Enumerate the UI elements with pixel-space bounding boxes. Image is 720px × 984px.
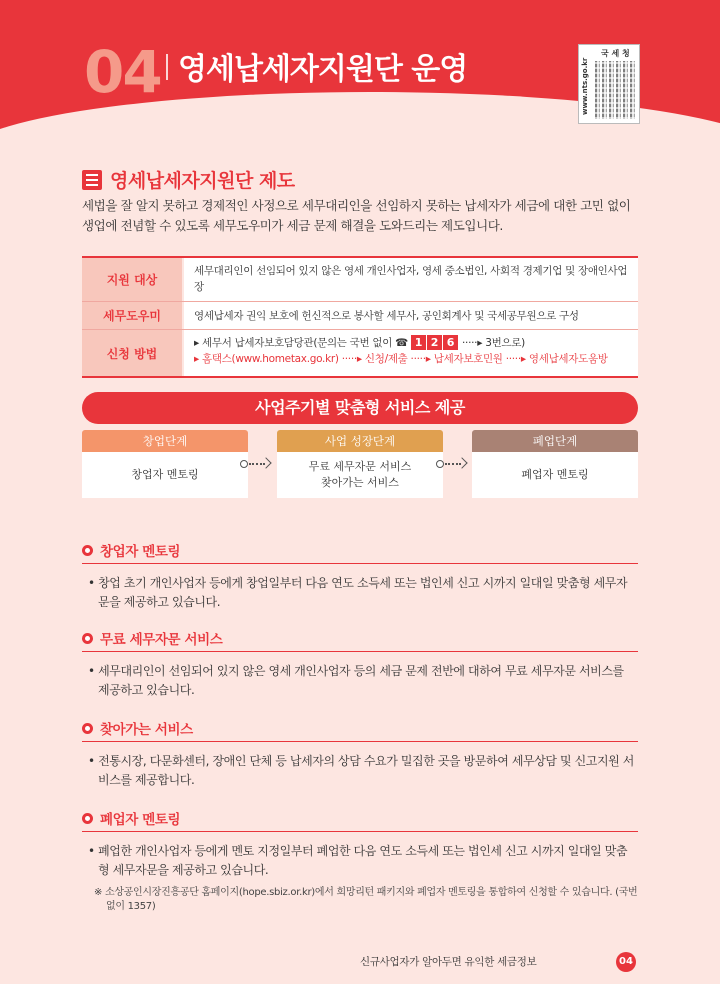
row-body — [184, 330, 638, 376]
stage-item: 무료 세무자문 서비스 — [308, 460, 412, 473]
row-head: 신청 방법 — [82, 330, 184, 376]
table-row — [82, 302, 638, 330]
chapter-header — [0, 0, 720, 132]
info-table — [82, 256, 638, 378]
subsection-head — [82, 718, 638, 742]
stage-item: 찾아가는 서비스 — [321, 476, 399, 489]
subsection-title: 창업자 멘토링 — [100, 544, 181, 560]
subsection-head — [82, 540, 638, 564]
subsection-startup-mentoring — [82, 540, 638, 612]
subsection-title: 찾아가는 서비스 — [100, 722, 193, 738]
service-banner: 사업주기별 맞춤형 서비스 제공 — [82, 392, 638, 424]
footer-text: 신규사업자가 알아두면 유익한 세금정보 — [360, 956, 537, 968]
row-head: 세무도우미 — [82, 302, 184, 329]
apply-line-2[interactable]: ▸ 홈택스(www.hometax.go.kr) ·····▸ 신청/제출 ·····▸ 납세자보호민원 ·····▸ 영세납세자도움방 — [194, 353, 608, 365]
subsection-text: • 세무대리인이 선임되어 있지 않은 영세 개인사업자 등의 세금 문제 전반에 대하여 무료 세무자문 서비스를 제공하고 있습니다. — [82, 662, 638, 700]
subsection-free-consulting — [82, 628, 638, 700]
subsection-head — [82, 808, 638, 832]
bullet-icon — [82, 545, 93, 556]
apply-line-1-suffix: ·····▸ 3번으로) — [462, 337, 525, 349]
table-row — [82, 330, 638, 376]
chapter-number: 04 — [84, 38, 161, 106]
stage-head: 사업 성장단계 — [277, 430, 443, 452]
subsection-closure-mentoring — [82, 808, 638, 914]
page-number: 04 — [616, 952, 636, 972]
stage-item: 창업자 멘토링 — [131, 468, 199, 481]
stage-closure — [472, 430, 638, 498]
row-body: 영세납세자 권익 보호에 헌신적으로 봉사할 세무사, 공인회계사 및 국세공무원으로 구성 — [184, 302, 638, 329]
subsection-visiting-service — [82, 718, 638, 790]
phone-digit: 2 — [427, 335, 442, 350]
bullet-icon — [82, 723, 93, 734]
flow-arrow-icon — [240, 458, 272, 470]
row-body: 세무대리인이 선임되어 있지 않은 영세 개인사업자, 영세 중소법인, 사회적 경제기업 및 장애인사업장 — [184, 258, 638, 301]
chapter-title: 영세납세자지원단 운영 — [178, 52, 468, 87]
bullet-icon — [82, 813, 93, 824]
subsection-text: • 전통시장, 다문화센터, 장애인 단체 등 납세자의 상담 수요가 밀집한 곳을 방문하여 세무상담 및 신고지원 서비스를 제공합니다. — [82, 752, 638, 790]
chapter-divider — [166, 54, 168, 80]
subsection-text: • 폐업한 개인사업자 등에게 멘토 지정일부터 폐업한 다음 연도 소득세 또는 법인세 신고 시까지 일대일 맞춤형 세무자문을 제공하고 있습니다. — [82, 842, 638, 880]
qr-code-icon — [595, 61, 637, 119]
table-row — [82, 258, 638, 302]
subsection-title: 폐업자 멘토링 — [100, 812, 181, 828]
subsection-text: • 창업 초기 개인사업자 등에게 창업일부터 다음 연도 소득세 또는 법인세 신고 시까지 일대일 맞춤형 세무자문을 제공하고 있습니다. — [82, 574, 638, 612]
stage-head: 창업단계 — [82, 430, 248, 452]
flow-arrow-icon — [436, 458, 468, 470]
stage-head: 폐업단계 — [472, 430, 638, 452]
document-icon — [82, 170, 102, 190]
apply-line-1-prefix: ▸ 세무서 납세자보호담당관(문의는 국번 없이 ☎ — [194, 337, 408, 349]
qr-side-text: www.nts.go.kr — [581, 57, 589, 115]
section-title: 영세납세자지원단 제도 — [110, 170, 295, 192]
stage-body — [82, 452, 248, 498]
phone-digit: 1 — [411, 335, 426, 350]
phone-digit: 6 — [443, 335, 458, 350]
stage-body — [277, 452, 443, 498]
stage-item: 폐업자 멘토링 — [521, 468, 589, 481]
apply-line-1 — [194, 335, 628, 351]
stage-startup — [82, 430, 248, 498]
section-heading — [82, 166, 295, 193]
subsection-note: ※ 소상공인시장진흥공단 홈페이지(hope.sbiz.or.kr)에서 희망리턴 패키지와 폐업자 멘토링을 통합하여 신청할 수 있습니다. (국번 없이 1357) — [94, 887, 638, 912]
stage-growth — [277, 430, 443, 498]
qr-code-box[interactable] — [578, 44, 640, 124]
stage-body — [472, 452, 638, 498]
row-head: 지원 대상 — [82, 258, 184, 301]
bullet-icon — [82, 633, 93, 644]
section-intro: 세법을 잘 알지 못하고 경제적인 사정으로 세무대리인을 선임하지 못하는 납세자가 세금에 대한 고민 없이 생업에 전념할 수 있도록 세무도우미가 세금 문제 해결을 도와드리는 제도입니다. — [82, 198, 631, 233]
qr-label: 국 세 청 — [601, 49, 630, 58]
subsection-head — [82, 628, 638, 652]
subsection-title: 무료 세무자문 서비스 — [100, 632, 223, 648]
